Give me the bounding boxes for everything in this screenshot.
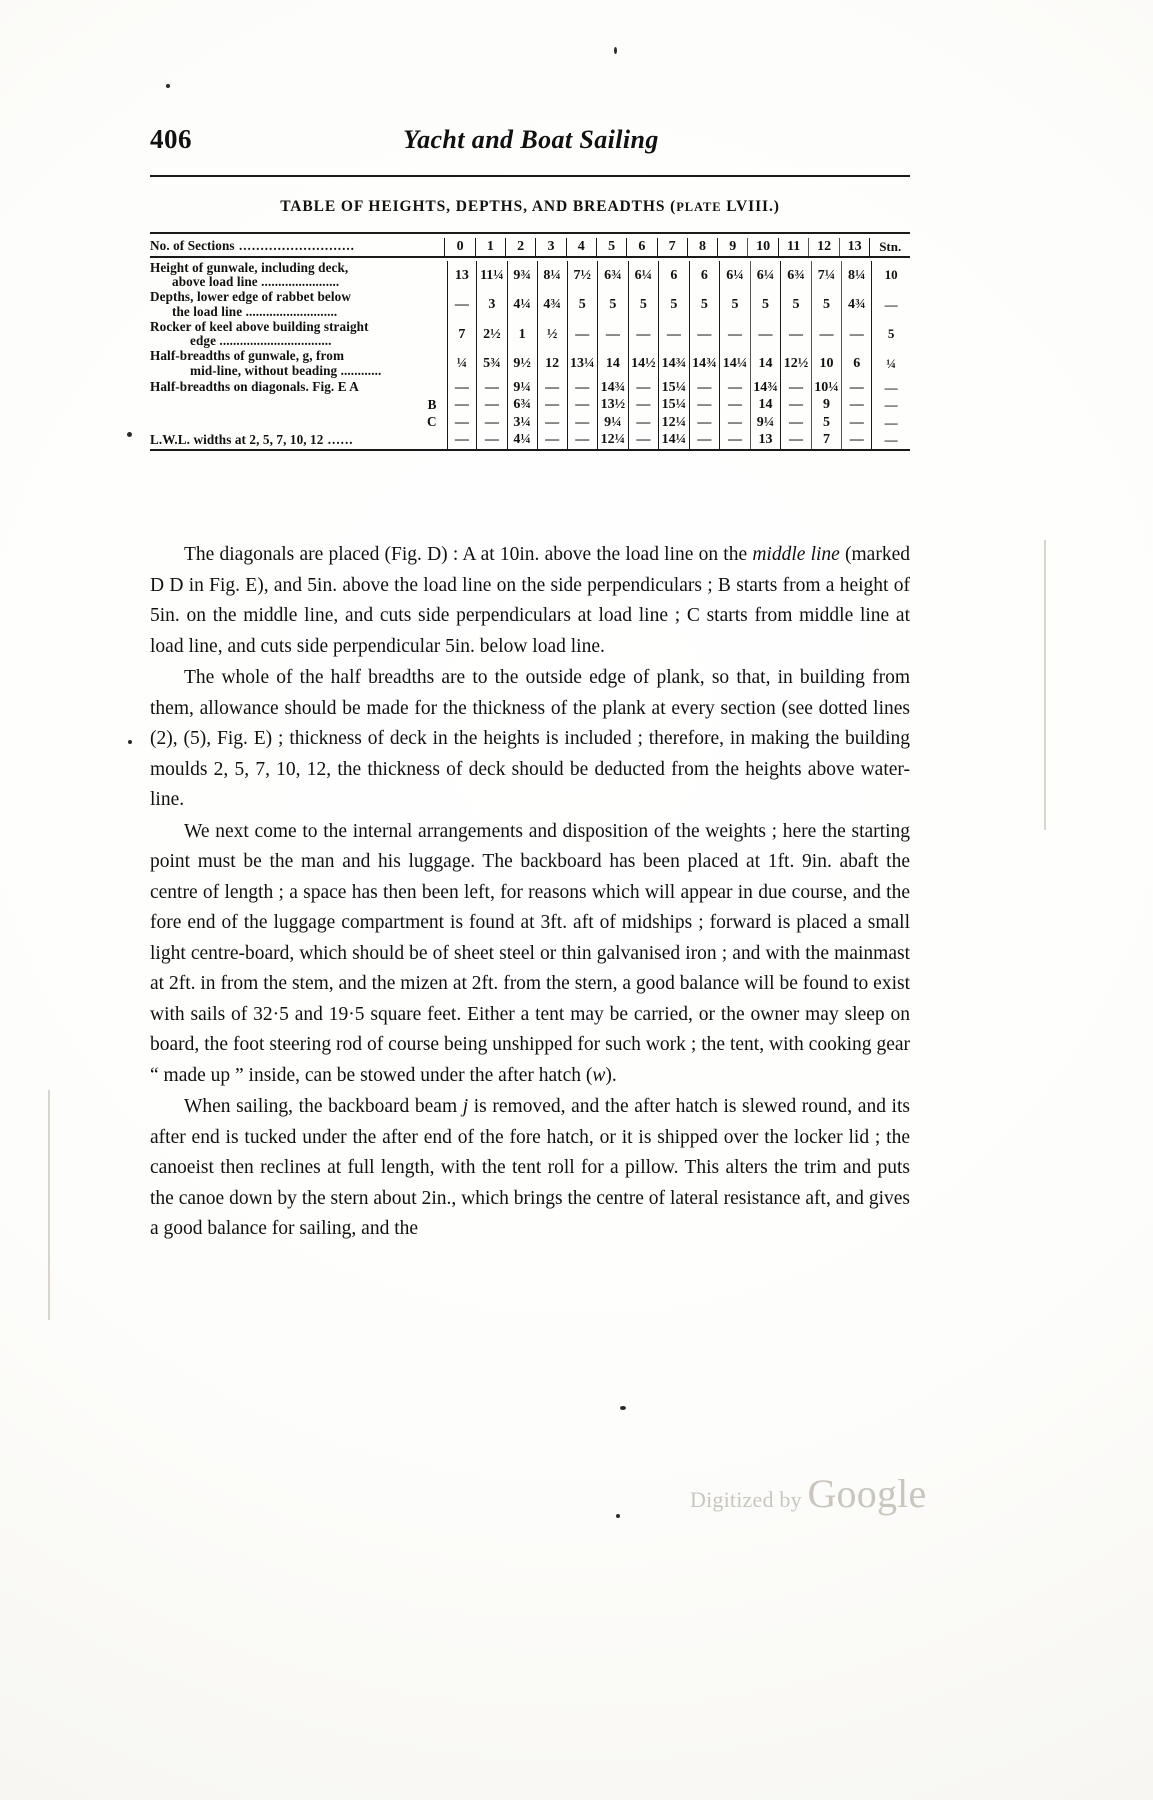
- paragraph: [150, 663, 910, 816]
- paragraph-text: ).: [605, 1064, 617, 1086]
- column-header: 3: [536, 238, 566, 257]
- table-cell: —: [689, 379, 720, 397]
- table-cell: —: [811, 320, 842, 350]
- table-cell: —: [567, 320, 598, 350]
- table-row: [150, 261, 910, 291]
- table-cell: 14¾: [659, 349, 690, 379]
- table-cell: 14¼: [659, 431, 690, 449]
- stn-cell: —: [872, 290, 910, 320]
- row-label-line1: C: [426, 414, 437, 430]
- scan-speck: [127, 432, 132, 437]
- stn-cell: —: [872, 431, 910, 449]
- table-bottom-rule: [150, 450, 910, 454]
- scan-speck: [616, 1514, 620, 1518]
- column-header: 11: [778, 238, 808, 257]
- row-label: [150, 379, 447, 397]
- table-cell: 3¼: [507, 414, 537, 432]
- table-cell: 5: [689, 290, 720, 320]
- header-row-label: [150, 238, 445, 257]
- table-cell: —: [537, 379, 567, 397]
- table-cell: 14¼: [720, 349, 751, 379]
- body-text: [150, 540, 910, 1245]
- table-cell: 14: [750, 396, 781, 414]
- heights-depths-breadths-table: [150, 232, 910, 454]
- table-cell: 5: [598, 290, 629, 320]
- table-cell: —: [537, 414, 567, 432]
- table-cell: —: [659, 320, 690, 350]
- table-cell: 5: [567, 290, 598, 320]
- table-cell: 15¼: [659, 396, 690, 414]
- watermark-prefix: Digitized by: [690, 1487, 808, 1512]
- table-cell: —: [628, 379, 659, 397]
- table-cell: —: [720, 320, 751, 350]
- table-cell: —: [781, 414, 812, 432]
- table-cell: 7: [811, 431, 842, 449]
- table-caption-smallcaps: PLATE: [676, 200, 722, 214]
- table-cell: —: [689, 396, 720, 414]
- stn-cell: —: [872, 414, 910, 432]
- row-label-line1: L.W.L. widths at 2, 5, 7, 10, 12: [150, 431, 324, 447]
- scan-edge-line: [48, 1090, 50, 1320]
- table-cell: 14½: [628, 349, 659, 379]
- row-label-line2: the load line ...........................: [172, 303, 338, 319]
- row-label: [150, 431, 447, 449]
- table-caption-tail: LVIII.): [721, 198, 780, 215]
- scan-speck: [620, 1406, 626, 1410]
- paragraph: [150, 1092, 910, 1245]
- row-label-line2: mid-line, without beading ............: [190, 362, 382, 378]
- table-cell: 12¼: [598, 431, 629, 449]
- table-cell: 2½: [477, 320, 507, 350]
- row-label-line1: Rocker of keel above building straight: [150, 318, 369, 334]
- table-cell: —: [842, 414, 872, 432]
- paragraph: [150, 540, 910, 662]
- emphasis-text: w: [592, 1064, 606, 1086]
- table-cell: 12¼: [659, 414, 690, 432]
- table-cell: 14¾: [598, 379, 629, 397]
- table-cell: —: [447, 396, 477, 414]
- table-cell: 5: [750, 290, 781, 320]
- table-cell: —: [689, 320, 720, 350]
- row-label-dots: ......: [323, 431, 354, 447]
- row-label-line1: Half-breadths on diagonals. Fig. E A: [150, 379, 359, 395]
- table-cell: ½: [537, 320, 567, 350]
- table-cell: —: [689, 431, 720, 449]
- table-cell: 9¾: [507, 261, 537, 291]
- table-cell: 5¾: [477, 349, 507, 379]
- table-cell: —: [567, 414, 598, 432]
- table-cell: —: [567, 379, 598, 397]
- table-cell: 6: [659, 261, 690, 291]
- table-cell: 4¼: [507, 431, 537, 449]
- table-cell: —: [842, 396, 872, 414]
- row-label-line1: B: [427, 396, 437, 412]
- table-cell: —: [842, 431, 872, 449]
- table-cell: 9¼: [750, 414, 781, 432]
- scan-speck: [614, 47, 617, 54]
- table-row: [150, 290, 910, 320]
- folio-number: 406: [150, 124, 192, 154]
- table-cell: 9¼: [598, 414, 629, 432]
- table-row: [150, 414, 910, 432]
- table-cell: 6¼: [720, 261, 751, 291]
- paragraph-text: When sailing, the backboard beam: [184, 1096, 463, 1118]
- table-cell: —: [781, 396, 812, 414]
- table-cell: 6¼: [750, 261, 781, 291]
- column-header: 13: [839, 238, 870, 257]
- table-cell: 15¼: [659, 379, 690, 397]
- table-cell: 13: [447, 261, 477, 291]
- watermark-brand: Google: [807, 1471, 927, 1516]
- table-row: [150, 349, 910, 379]
- table-cell: —: [628, 431, 659, 449]
- table-cell: 3: [477, 290, 507, 320]
- table-cell: —: [477, 379, 507, 397]
- table-cell: 10¼: [811, 379, 842, 397]
- google-watermark: [690, 1470, 926, 1517]
- scan-speck: [166, 84, 170, 88]
- running-head: Yacht and Boat Sailing: [403, 125, 659, 154]
- table-row: [150, 379, 910, 397]
- table-cell: ¼: [447, 349, 477, 379]
- paragraph-text: We next come to the internal arrangements and disposition of the weights ; here the starting point must be the man and his luggage. The backboard has been placed at 1ft. 9in. abaft the centre of length ; a space has then been left, for reasons which will appear in due course, and the fore end of the luggage compartment is found at 3ft. aft of midships ; forward is placed a small light centre-board, which should be of sheet steel or thin galvanised iron ; and with the mainmast at 2ft. in from the stem, and the mizen at 2ft. from the stern, a good balance will be found to exist with sails of 32·5 and 19·5 square feet. Either a tent may be carried, or the owner may sleep on board, the foot steering rod of course being unshipped for such work ; the tent, with cooking gear “ made up ” inside, can be stowed under the after hatch (: [150, 820, 910, 1086]
- paragraph-text: The diagonals are placed (Fig. D) : A at 10in. above the load line on the: [184, 544, 753, 565]
- row-label-line2: edge .................................: [190, 333, 332, 349]
- stn-cell: —: [872, 396, 910, 414]
- table-cell: 5: [659, 290, 690, 320]
- table-bottom: [150, 449, 910, 454]
- table-cell: 4¾: [537, 290, 567, 320]
- table-cell: 14¾: [689, 349, 720, 379]
- column-header: 4: [566, 238, 596, 257]
- row-label-line1: Half-breadths of gunwale, g, from: [150, 348, 345, 364]
- stn-cell: 5: [872, 320, 910, 350]
- row-label: [150, 261, 447, 291]
- table-cell: 6: [689, 261, 720, 291]
- table-cell: 13¼: [567, 349, 598, 379]
- table-cell: —: [537, 431, 567, 449]
- table-cell: —: [477, 414, 507, 432]
- table-cell: 14: [598, 349, 629, 379]
- table-cell: 9: [811, 396, 842, 414]
- column-header: 1: [475, 238, 505, 257]
- table-cell: —: [628, 414, 659, 432]
- scan-speck: [128, 740, 132, 744]
- column-header: 9: [718, 238, 748, 257]
- column-header: 10: [748, 238, 779, 257]
- table-cell: —: [842, 379, 872, 397]
- table-cell: 9¼: [507, 379, 537, 397]
- table-cell: —: [477, 431, 507, 449]
- table-cell: 6¾: [507, 396, 537, 414]
- row-label: [150, 320, 447, 350]
- table-cell: —: [781, 379, 812, 397]
- table-cell: —: [598, 320, 629, 350]
- table: [150, 232, 910, 261]
- table-cell: 6¾: [781, 261, 812, 291]
- header-label-dots: ...........................: [234, 238, 355, 254]
- paragraph-text: The whole of the half breadths are to the outside edge of plank, so that, in building from them, allowance should be made for the thickness of the plank at every section (see dotted lines (2), (5), Fig. E) ; thickness of deck in the heights is included ; therefore, in making the building moulds 2, 5, 7, 10, 12, the thickness of deck should be deducted from the heights above water-line.: [150, 667, 910, 811]
- column-header: 0: [445, 238, 475, 257]
- table-cell: 7: [447, 320, 477, 350]
- table-cell: —: [720, 396, 751, 414]
- table-cell: —: [720, 414, 751, 432]
- header-rule: [150, 175, 910, 177]
- table-cell: —: [447, 290, 477, 320]
- table-cell: 8¼: [842, 261, 872, 291]
- column-header: 5: [596, 238, 626, 257]
- column-header: 8: [687, 238, 717, 257]
- stn-cell: ¼: [872, 349, 910, 379]
- table-cell: 1: [507, 320, 537, 350]
- row-label-line1: Height of gunwale, including deck,: [150, 259, 349, 275]
- column-header: 6: [627, 238, 657, 257]
- column-header: 7: [657, 238, 687, 257]
- table-cell: —: [781, 431, 812, 449]
- page-header: [150, 124, 910, 155]
- row-label: [150, 414, 447, 432]
- table-cell: 14: [750, 349, 781, 379]
- table-header-row: [150, 238, 910, 257]
- paragraph: [150, 817, 910, 1092]
- column-header: 12: [809, 238, 840, 257]
- table-cell: 8¼: [537, 261, 567, 291]
- table-cell: 14¾: [750, 379, 781, 397]
- paragraph-text: is removed, and the after hatch is slewed round, and its after end is tucked under the after end of the fore hatch, or it is shipped over the locker lid ; the canoeist then reclines at full length, with the tent roll for a pillow. This alters the trim and puts the canoe down by the stern about 2in., which brings the centre of lateral resistance aft, and gives a good balance for sailing, and the: [150, 1096, 910, 1240]
- table-cell: 6¼: [628, 261, 659, 291]
- paragraph-text: (marked D D in Fig. E), and 5in. above the load line on the side perpendiculars ; B starts from a height of 5in. on the middle line, and cuts side perpendiculars at load line ; C starts from middle line at load line, and cuts side perpendicular 5in. below load line.: [150, 544, 910, 657]
- table-row: [150, 431, 910, 449]
- row-label: [150, 349, 447, 379]
- column-header: 2: [506, 238, 536, 257]
- stn-cell: —: [872, 379, 910, 397]
- table-cell: —: [567, 396, 598, 414]
- table-cell: 4¼: [507, 290, 537, 320]
- table-cell: —: [720, 379, 751, 397]
- header-label-text: No. of Sections: [150, 238, 235, 254]
- table-row: [150, 396, 910, 414]
- table-cell: —: [628, 396, 659, 414]
- table-cell: 12½: [781, 349, 812, 379]
- table-caption: [150, 198, 910, 216]
- table-cell: 11¼: [477, 261, 507, 291]
- table-caption-main: TABLE OF HEIGHTS, DEPTHS, AND BREADTHS (: [280, 198, 677, 215]
- table-cell: —: [750, 320, 781, 350]
- table-cell: 5: [628, 290, 659, 320]
- table-row: [150, 320, 910, 350]
- table-cell: —: [842, 320, 872, 350]
- table-cell: —: [567, 431, 598, 449]
- table-cell: 7½: [567, 261, 598, 291]
- table-cell: —: [447, 414, 477, 432]
- table-cell: —: [447, 379, 477, 397]
- table-cell: 5: [811, 290, 842, 320]
- table-cell: 6: [842, 349, 872, 379]
- table-cell: 4¾: [842, 290, 872, 320]
- table-cell: 7¼: [811, 261, 842, 291]
- table-cell: 13: [750, 431, 781, 449]
- emphasis-text: j: [462, 1096, 469, 1118]
- table-cell: —: [477, 396, 507, 414]
- table-cell: 10: [811, 349, 842, 379]
- table-cell: —: [689, 414, 720, 432]
- row-label: [150, 290, 447, 320]
- stn-cell: 10: [872, 261, 910, 291]
- table-cell: 12: [537, 349, 567, 379]
- table-cell: —: [781, 320, 812, 350]
- table-body: [150, 261, 910, 449]
- emphasis-text: middle line: [752, 544, 840, 565]
- table-cell: 5: [720, 290, 751, 320]
- table-cell: —: [628, 320, 659, 350]
- table-cell: —: [447, 431, 477, 449]
- table-cell: 5: [781, 290, 812, 320]
- table-cell: 13½: [598, 396, 629, 414]
- table-cell: 5: [811, 414, 842, 432]
- stn-header: Stn.: [870, 238, 910, 257]
- table-cell: —: [537, 396, 567, 414]
- table-cell: 9½: [507, 349, 537, 379]
- row-label-line2: above load line .......................: [172, 274, 340, 290]
- scan-edge-line: [1044, 540, 1046, 830]
- table-cell: —: [720, 431, 751, 449]
- row-label: [150, 396, 447, 414]
- table-cell: 6¾: [598, 261, 629, 291]
- row-label-line1: Depths, lower edge of rabbet below: [150, 289, 351, 305]
